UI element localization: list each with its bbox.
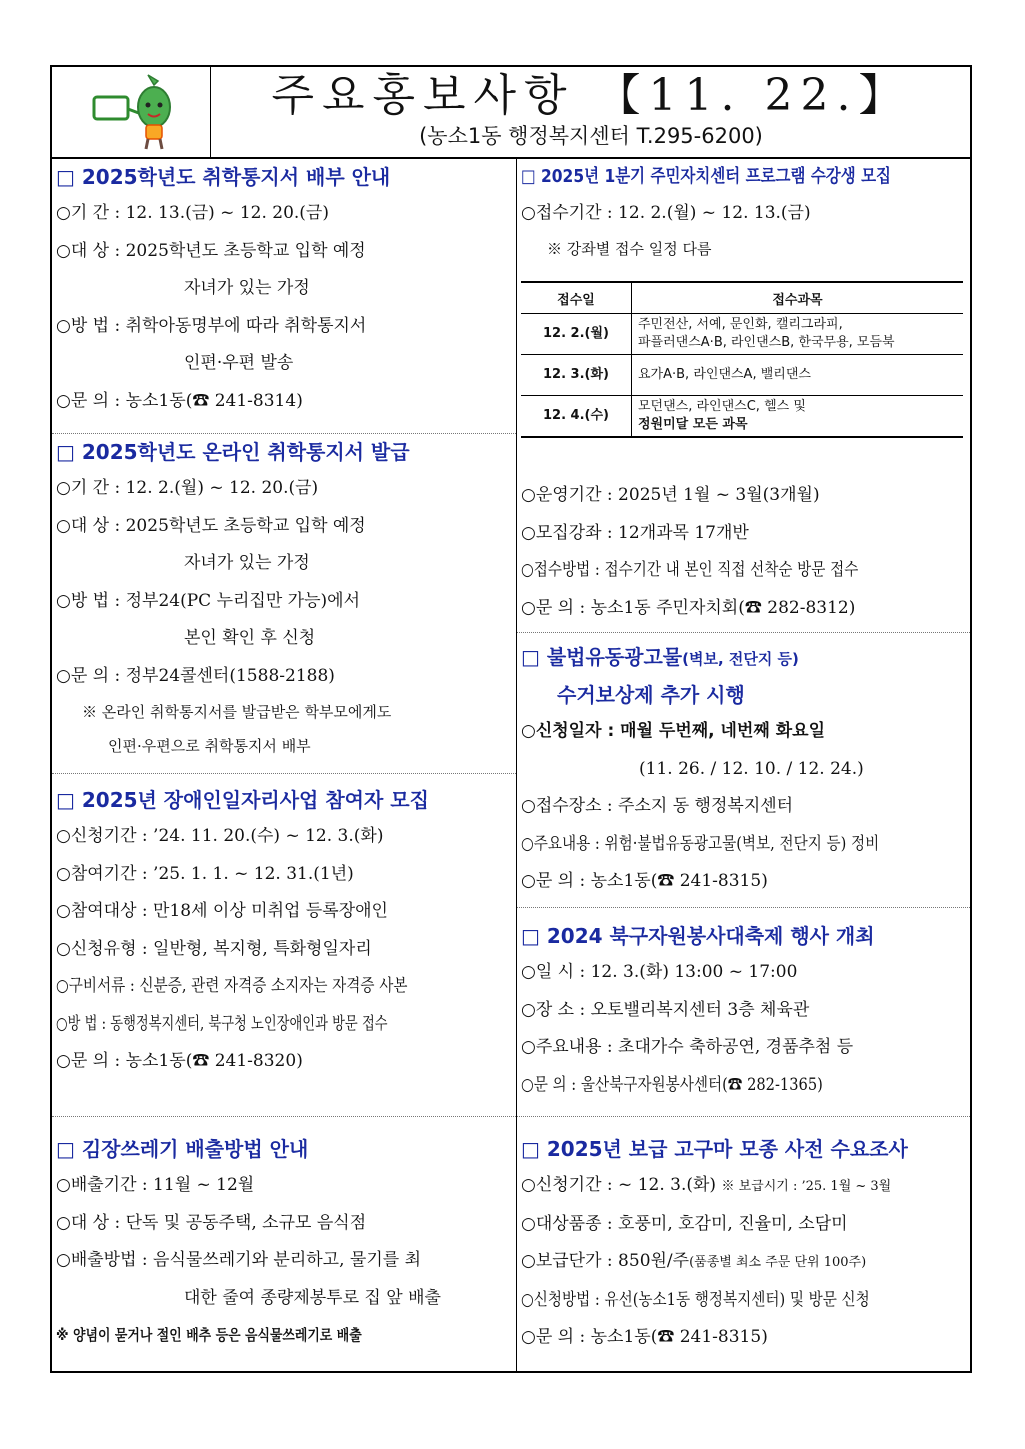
info-row: ○장 소 : 오토밸리복지센터 3층 체육관: [521, 999, 810, 1020]
note: 인편·우편으로 취학통지서 배부: [108, 737, 311, 755]
section-title: □ 2025학년도 온라인 취학통지서 발급: [56, 440, 410, 464]
info-row: [517, 552, 970, 590]
table-header: [521, 282, 963, 314]
info-row: ○신청유형 : 일반형, 복지형, 특화형일자리: [56, 938, 372, 959]
info-row: [517, 1067, 970, 1105]
info-row: ○대상품종 : 호풍미, 호감미, 진율미, 소담미: [521, 1213, 848, 1234]
section-kimchi-waste: [52, 1116, 516, 1355]
info-row: ○방 법 : 취학아동명부에 따라 취학통지서: [56, 315, 367, 336]
info-row: ○신청기간 : ’24. 11. 20.(수) ~ 12. 3.(화): [56, 826, 384, 846]
table-cell: 12. 3.(화): [521, 355, 632, 396]
info-row: ○일 시 : 12. 3.(화) 13:00 ~ 17:00: [521, 962, 798, 982]
info-row: ○문 의 : 정부24콜센터(1588-2188): [56, 665, 335, 686]
info-text: ○신청기간 : ~ 12. 3.(화): [521, 1175, 717, 1195]
cell-line: 주민전산, 서예, 문인화, 캘리그라피,: [638, 317, 843, 332]
info-row: [517, 826, 970, 864]
section-community-program: [517, 159, 970, 629]
notice-frame: [50, 65, 972, 1373]
info-row: ○문 의 : 농소1동(☎ 241-8314): [56, 390, 303, 411]
section-online-notice: [52, 433, 516, 763]
info-row: ○문 의 : 농소1동(☎ 241-8320): [56, 1051, 303, 1071]
table-cell: 12. 4.(수): [521, 396, 632, 438]
section-title: □ 2025년 보급 고구마 모종 사전 수요조사: [521, 1137, 908, 1161]
info-row: ○기 간 : 12. 13.(금) ~ 12. 20.(금): [56, 203, 329, 223]
mascot-icon: [52, 67, 210, 157]
table-row: [521, 355, 963, 396]
table-row: [521, 396, 963, 438]
info-row: ○대 상 : 단독 및 공동주택, 소규모 음식점: [56, 1212, 367, 1233]
right-column: [517, 159, 970, 1371]
info-row: ○접수기간 : 12. 2.(월) ~ 12. 13.(금): [521, 203, 811, 223]
info-row: [517, 1282, 970, 1320]
info-row: ○기 간 : 12. 2.(월) ~ 12. 20.(금): [56, 478, 319, 498]
header: [52, 67, 970, 159]
info-text: ○주요내용 : 위험·불법유동광고물(벽보, 전단지 등) 정비: [521, 833, 880, 854]
info-note: ※ 보급시기 : ’25. 1월 ~ 3월: [721, 1179, 892, 1194]
info-text: ○보급단가 : 850원/주: [521, 1251, 690, 1271]
note: ※ 온라인 취학통지서를 발급받은 학부모에게도: [82, 703, 392, 721]
info-row: ○참여대상 : 만18세 이상 미취업 등록장애인: [56, 901, 388, 921]
section-sweet-potato: [517, 1116, 970, 1357]
info-row: (11. 26. / 12. 10. / 12. 24.): [639, 758, 864, 779]
info-text: ○접수방법 : 접수기간 내 본인 직접 선착순 방문 접수: [521, 560, 859, 580]
mascot-logo: [52, 67, 211, 157]
info-row: ○참여기간 : ’25. 1. 1. ~ 12. 31.(1년): [56, 863, 354, 884]
section-disabled-jobs: [52, 773, 516, 1081]
section-illegal-ads: [517, 632, 970, 901]
section-title: [517, 159, 970, 195]
section-volunteer-festival: [517, 907, 970, 1104]
info-text: ○구비서류 : 신분증, 관련 자격증 소지자는 자격증 사본: [56, 976, 408, 996]
title-small: (벽보, 전단지 등): [682, 650, 799, 668]
table-cell: [632, 314, 964, 355]
cell-line: 파플러댄스A·B, 라인댄스B, 한국무용, 모듬북: [638, 335, 895, 350]
schedule-table: [521, 281, 963, 438]
title-text: □ 불법유동광고물: [521, 645, 683, 669]
info-text: ○신청방법 : 유선(농소1동 행정복지센터) 및 방문 신청: [521, 1289, 870, 1310]
section-title: □ 2025학년도 취학통지서 배부 안내: [56, 165, 391, 189]
info-row: [517, 1243, 970, 1282]
section-title: □ 2025년 장애인일자리사업 참여자 모집: [56, 788, 429, 812]
info-row: [52, 1006, 516, 1044]
table-cell: [632, 396, 964, 438]
table-cell: 요가A·B, 라인댄스A, 밸리댄스: [632, 355, 964, 396]
info-note: (품종별 최소 주문 단위 100주): [689, 1255, 867, 1270]
info-row: ○대 상 : 2025학년도 초등학교 입학 예정: [56, 240, 366, 261]
info-row: ○접수장소 : 주소지 동 행정복지센터: [521, 796, 794, 816]
info-row: ○주요내용 : 초대가수 축하공연, 경품추첨 등: [521, 1037, 854, 1057]
info-row: ○배출기간 : 11월 ~ 12월: [56, 1175, 255, 1195]
info-row: 자녀가 있는 가정: [184, 553, 310, 573]
info-row: ○문 의 : 농소1동(☎ 241-8315): [521, 1327, 768, 1347]
note: ※ 강좌별 접수 일정 다름: [547, 239, 712, 258]
section-title: □ 김장쓰레기 배출방법 안내: [56, 1137, 309, 1161]
cell-line: 정원미달 모든 과목: [638, 417, 748, 432]
info-row: ○문 의 : 농소1동(☎ 241-8315): [521, 871, 768, 891]
table-row: [521, 314, 963, 355]
info-row: [52, 968, 516, 1006]
column-header: 접수과목: [632, 282, 964, 314]
info-row: 대한 줄여 종량제봉투로 집 앞 배출: [184, 1287, 441, 1308]
title-text: □ 2025년 1분기 주민자치센터 프로그램 수강생 모집: [521, 166, 891, 187]
program-details: [517, 477, 970, 627]
info-row: ○대 상 : 2025학년도 초등학교 입학 예정: [56, 515, 366, 536]
info-row: 인편·우편 발송: [184, 353, 294, 373]
left-column: [52, 159, 517, 1371]
info-text: ※ 양념이 묻거나 절인 배추 등은 음식물쓰레기로 배출: [56, 1326, 362, 1344]
info-row: ○신청일자 : 매월 두번째, 네번째 화요일: [521, 721, 826, 741]
page-title: 주요홍보사항 【11. 22.】: [271, 70, 911, 121]
page-subtitle: (농소1동 행정복지센터 T.295-6200): [419, 124, 763, 148]
column-header: 접수일: [521, 282, 632, 314]
section-title-line2: 수거보상제 추가 시행: [557, 683, 745, 707]
info-row: ○방 법 : 정부24(PC 누리집만 가능)에서: [56, 590, 360, 611]
table-cell: 12. 2.(월): [521, 314, 632, 355]
info-row: 자녀가 있는 가정: [184, 278, 310, 298]
info-row: ○배출방법 : 음식물쓰레기와 분리하고, 물기를 최: [56, 1250, 422, 1270]
info-row: [517, 1167, 970, 1206]
info-row: [52, 1317, 516, 1355]
section-school-notice: [52, 159, 516, 420]
info-text: ○방 법 : 동행정복지센터, 북구청 노인장애인과 방문 접수: [56, 1013, 388, 1034]
section-title: [517, 633, 970, 677]
info-text: ○문 의 : 울산북구자원봉사센터(☎ 282-1365): [521, 1074, 823, 1095]
info-row: ○모집강좌 : 12개과목 17개반: [521, 522, 749, 543]
section-title: □ 2024 북구자원봉사대축제 행사 개최: [521, 924, 875, 948]
cell-line: 모던댄스, 라인댄스C, 헬스 및: [638, 399, 806, 414]
info-row: 본인 확인 후 신청: [184, 628, 316, 648]
info-row: ○문 의 : 농소1동 주민자치회(☎ 282-8312): [521, 597, 856, 618]
info-row: ○운영기간 : 2025년 1월 ~ 3월(3개월): [521, 485, 820, 505]
